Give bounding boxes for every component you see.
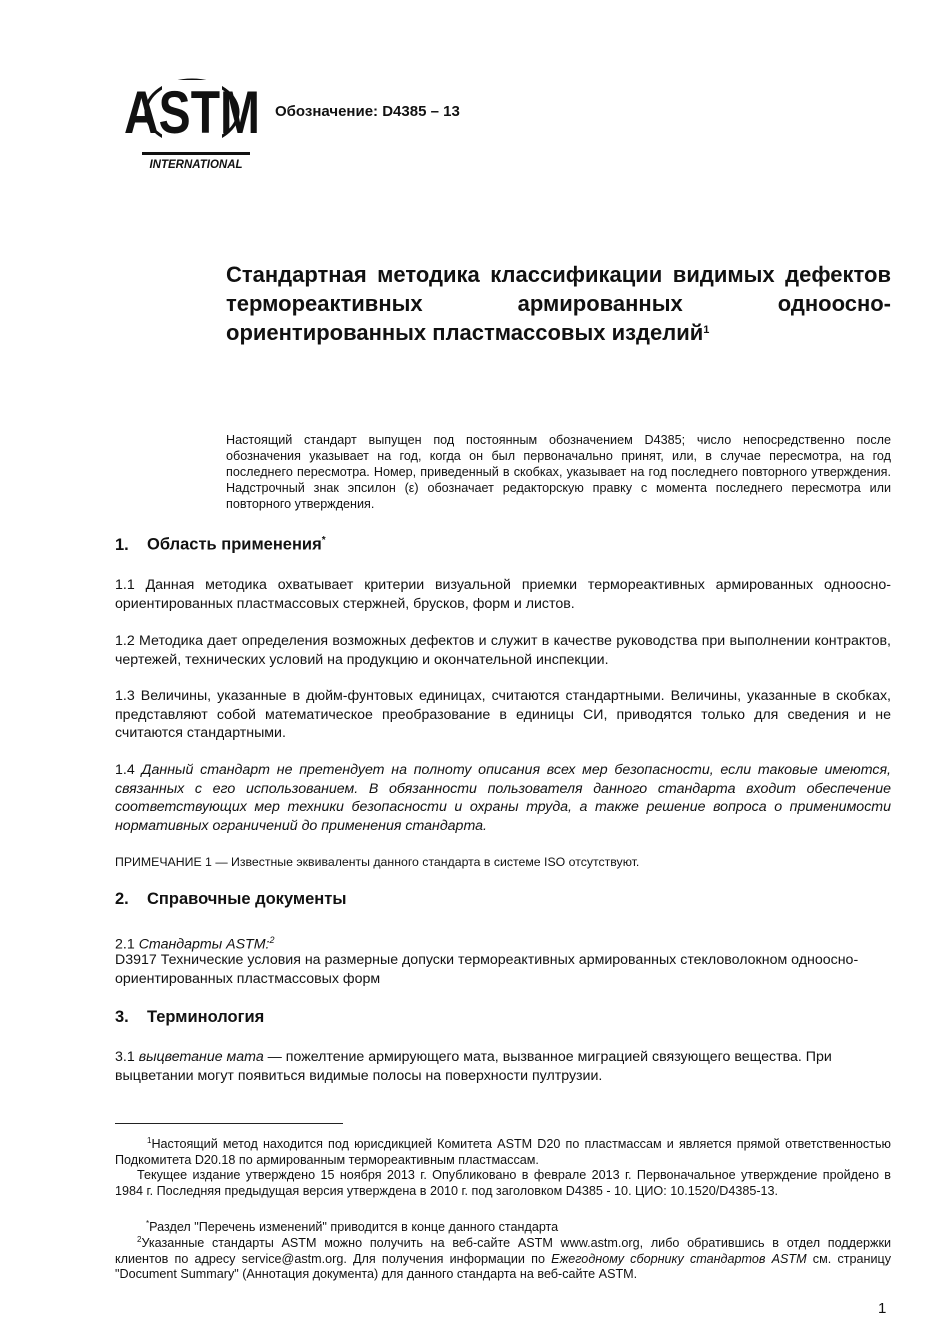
footnote-text: Указанные стандарты ASTM можно получить на веб-сайте ASTM www.astm.org, либо обратившись в отдел поддержки клиентов по адресу service@astm.org. Для получения информации по — [115, 1236, 891, 1266]
footnote-mark: * — [146, 1219, 150, 1228]
section-title: Область применения — [147, 535, 322, 554]
paragraph-1-1: 1.1 Данная методика охватывает критерии визуальной приемки термореактивных армированных одноосно-ориентированных пластмассовых стержней, брусков, форм и листов. — [115, 577, 891, 612]
title-footnote-mark: 1 — [703, 324, 710, 336]
note-1: ПРИМЕЧАНИЕ 1 — Известные эквиваленты данного стандарта в системе ISO отсутствуют. — [115, 855, 640, 869]
subsection-title: Стандарты ASTM: — [138, 936, 270, 953]
document-title — [226, 260, 891, 347]
footnote-mark: * — [321, 535, 326, 546]
footnote-1 — [115, 1133, 891, 1168]
section-title: Терминология — [147, 1008, 265, 1026]
paragraph-1-4 — [115, 761, 891, 835]
section-number: 2. — [115, 890, 129, 908]
paragraph-number: 1.4 — [115, 762, 135, 778]
footnote-text-end: см. страницу "Document Summary" (Аннотация документа) для данного стандарта на веб-сайте ASTM. — [115, 1251, 892, 1282]
logo-subtext: INTERNATIONAL — [149, 159, 243, 171]
footnote-text: Раздел "Перечень изменений" приводится в конце данного стандарта — [149, 1220, 559, 1235]
astm-logo — [124, 72, 260, 172]
safety-text: Данный стандарт не претендует на полноту описания всех мер безопасности, если таковые имеются, связанных с его использованием. В обязанности пользователя данного стандарта входит обеспечение соответствующих мер техники безопасности и охраны труда, а также решение вопроса о применимости нормативных ограничений до применения стандарта. — [115, 762, 891, 834]
reference-d3917: D3917 Технические условия на размерные допуски термореактивных армированных стекловолокном одноосно-ориентированных пластмассовых форм — [115, 952, 859, 987]
paragraph-1-2: 1.2 Методика дает определения возможных дефектов и служит в качестве руководства при выполнении контрактов, чертежей, технических условий на продукцию и окончательной инспекции. — [115, 633, 891, 668]
footnote-text: Настоящий метод находится под юрисдикцией Комитета ASTM D20 по пластмассам и является прямой ответственностью Подкомитета D20.18 по армированным термореактивным пластмассам. — [115, 1137, 891, 1167]
paragraph-1-3: 1.3 Величины, указанные в дюйм-фунтовых единицах, считаются стандартными. Величины, указанные в скобках, представляют собой математическое преобразование в единицы СИ, приводятся только для сведения и не считаются стандартными. — [115, 688, 891, 741]
section-1-heading — [115, 535, 326, 555]
footnote-1-edition: Текущее издание утверждено 15 ноября 2013 г. Опубликовано в феврале 2013 г. Первоначальное утверждение пройдено в 1984 г. Последняя предыдущая версия утверждена в 2010 г. под заголовком D4385 - 10. ЦИО: 10.1520/D4385-13. — [115, 1168, 891, 1198]
footnote-mark: 2 — [137, 1235, 142, 1244]
section-title: Справочные документы — [147, 890, 347, 908]
paragraph-number: 2.1 — [115, 936, 135, 953]
section-number: 1. — [115, 535, 129, 554]
footnote-mark: 1 — [147, 1136, 152, 1145]
footnote-mark: 2 — [269, 935, 275, 945]
footnote-2 — [115, 1232, 891, 1283]
paragraph-3-1 — [115, 1048, 891, 1085]
intro-note: Настоящий стандарт выпущен под постоянным обозначением D4385; число непосредственно после обозначения указывает на год, когда он был первоначально принят, или, в случае пересмотра, на год последнего пересмотра. Номер, приведенный в скобках, указывает на год последнего повторного утверждения. Надстрочный знак эпсилон (ε) обозначает редакторскую правку с момента последнего пересмотра или повторного утверждения. — [226, 433, 891, 511]
definition: — пожелтение армирующего мата, вызванное миграцией связующего вещества. При выцветании могут появиться видимые полосы на поверхности пултрузии. — [115, 1049, 832, 1084]
term: выцветание мата — [138, 1049, 264, 1065]
page-number: 1 — [878, 1300, 887, 1317]
footnote-italic: Ежегодному сборнику стандартов ASTM — [551, 1251, 807, 1266]
paragraph-number: 3.1 — [115, 1049, 135, 1065]
designation: Обозначение: D4385 – 13 — [275, 103, 460, 120]
footnote-divider — [115, 1123, 343, 1124]
section-number: 3. — [115, 1008, 129, 1026]
title-text: Стандартная методика классификации видимых дефектов термореактивных армированных одноосно-ориентированных пластмассовых изделий — [226, 262, 891, 345]
section-2-heading — [115, 890, 346, 909]
logo-text: ASTM — [124, 79, 260, 147]
section-3-heading — [115, 1008, 264, 1027]
